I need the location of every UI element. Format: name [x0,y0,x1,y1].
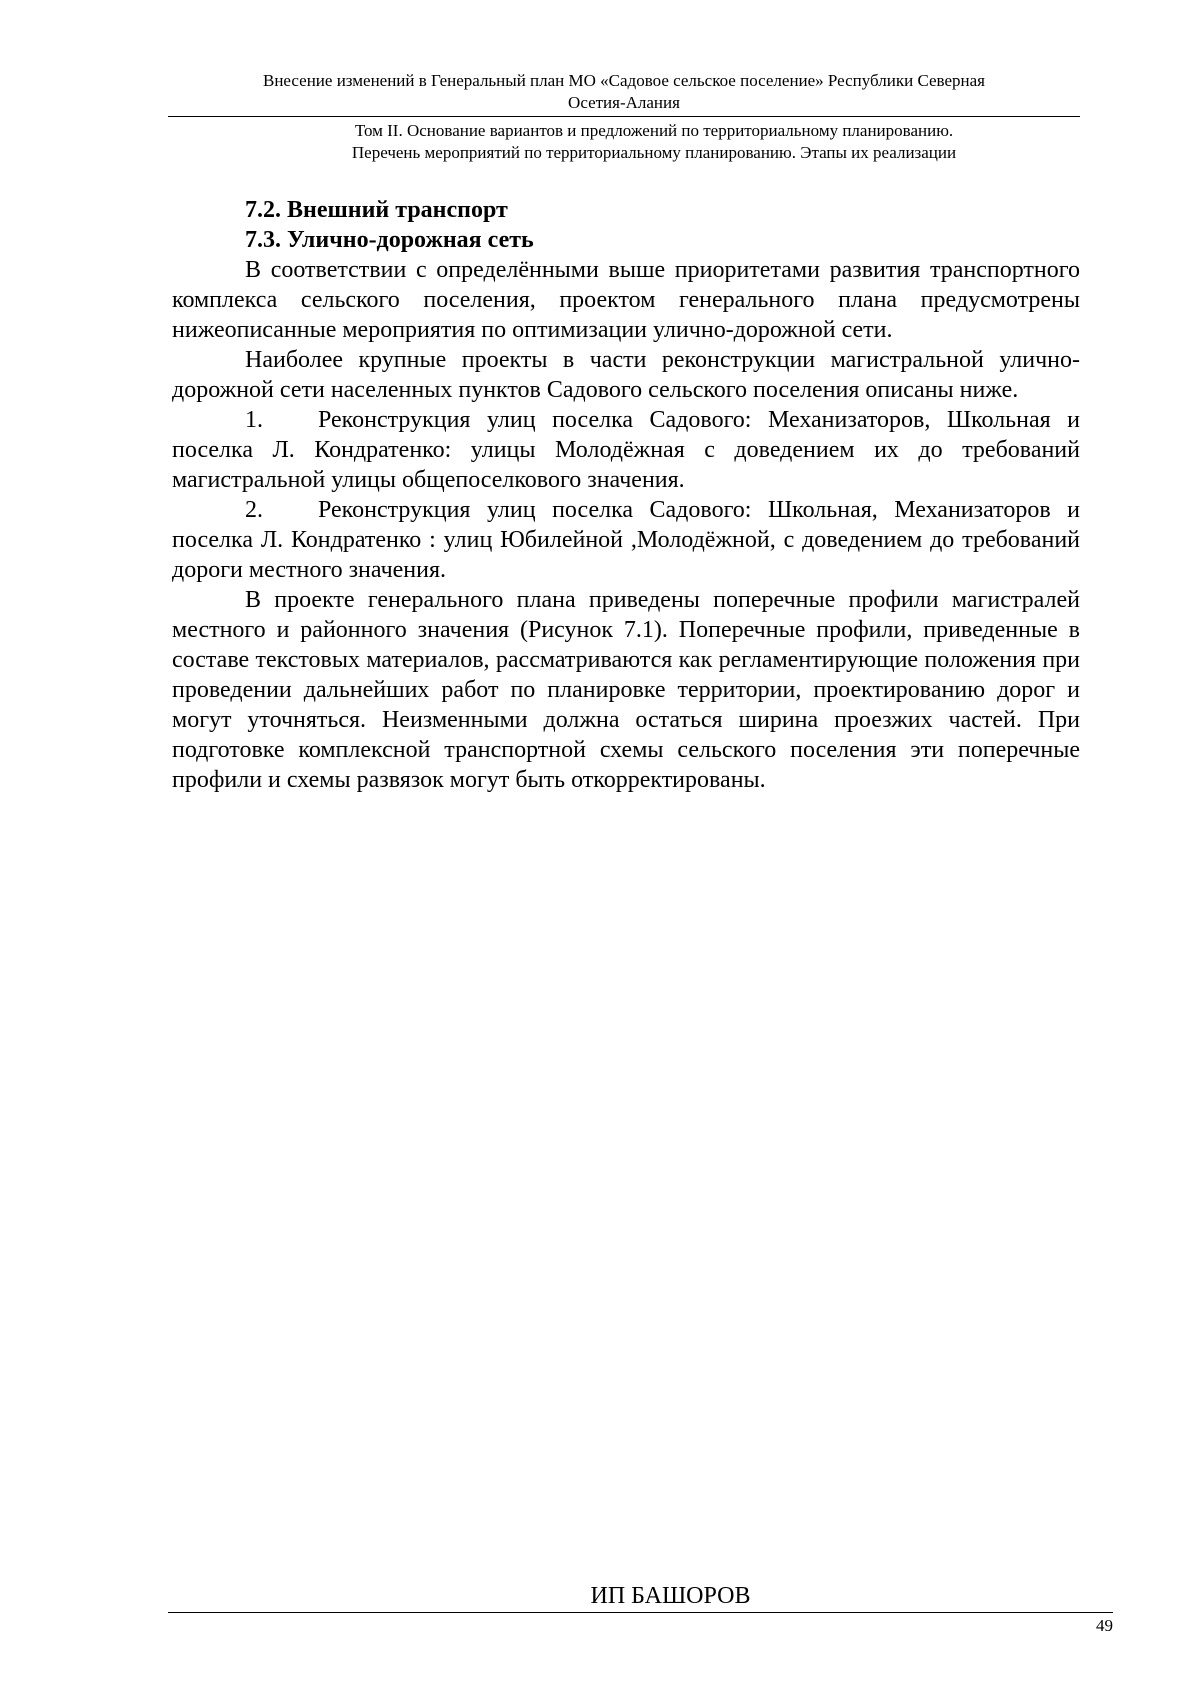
page-header [168,70,1080,164]
page-number: 49 [1096,1616,1113,1635]
footer-organization: ИП БАШОРОВ [590,1583,751,1609]
paragraph-profiles: В проекте генерального плана приведены поперечные профили магистралей местного и районного значения (Рисунок 7.1). Поперечные профили, приведенные в составе текстовых материалов, рассматриваются как регламентирующие положения при проведении дальнейших работ по планировке территории, проектированию дорог и могут уточняться. Неизменными должна остаться ширина проезжих частей. При подготовке комплексной транспортной схемы сельского поселения эти поперечные профили и схемы развязок могут быть откорректированы. [172,587,1080,793]
footer-divider [168,1612,1113,1613]
header-title [168,70,1080,114]
list-item-text: Реконструкция улиц поселка Садового: Механизаторов, Школьная и поселка Л. Кондратенко: улицы Молодёжная с доведением их до требований магистральной улицы общепоселкового значения. [172,407,1080,493]
list-item [172,495,1080,585]
page-footer [168,1582,1113,1637]
list-item-number: 1. [245,407,263,433]
header-divider [168,116,1080,117]
list-item-text: Реконструкция улиц поселка Садового: Школьная, Механизаторов и поселка Л. Кондратенко : улиц Юбилейной ,Молодёжной, с доведением до требований дороги местного значения. [172,497,1080,583]
list-item [172,405,1080,495]
header-subtitle-line2: Перечень мероприятий по территориальному планированию. Этапы их реализации [351,143,957,162]
header-subtitle [168,120,1080,164]
section-heading-external-transport: 7.2. Внешний транспорт [245,197,508,223]
paragraph-projects: Наиболее крупные проекты в части реконструкции магистральной улично-дорожной сети населенных пунктов Садового сельского поселения описаны ниже. [172,347,1080,403]
section-heading-street-network: 7.3. Улично-дорожная сеть [245,227,534,253]
header-title-line1: Внесение изменений в Генеральный план МО «Садовое сельское поселение» Республики Северная [263,71,985,90]
document-body [172,195,1080,795]
header-subtitle-line1: Том II. Основание вариантов и предложений по территориальному планированию. [354,121,954,140]
header-title-line2: Осетия-Алания [568,93,680,112]
list-item-number: 2. [245,497,263,523]
paragraph-intro: В соответствии с определёнными выше приоритетами развития транспортного комплекса сельского поселения, проектом генерального плана предусмотрены нижеописанные мероприятия по оптимизации улично-дорожной сети. [172,257,1080,343]
